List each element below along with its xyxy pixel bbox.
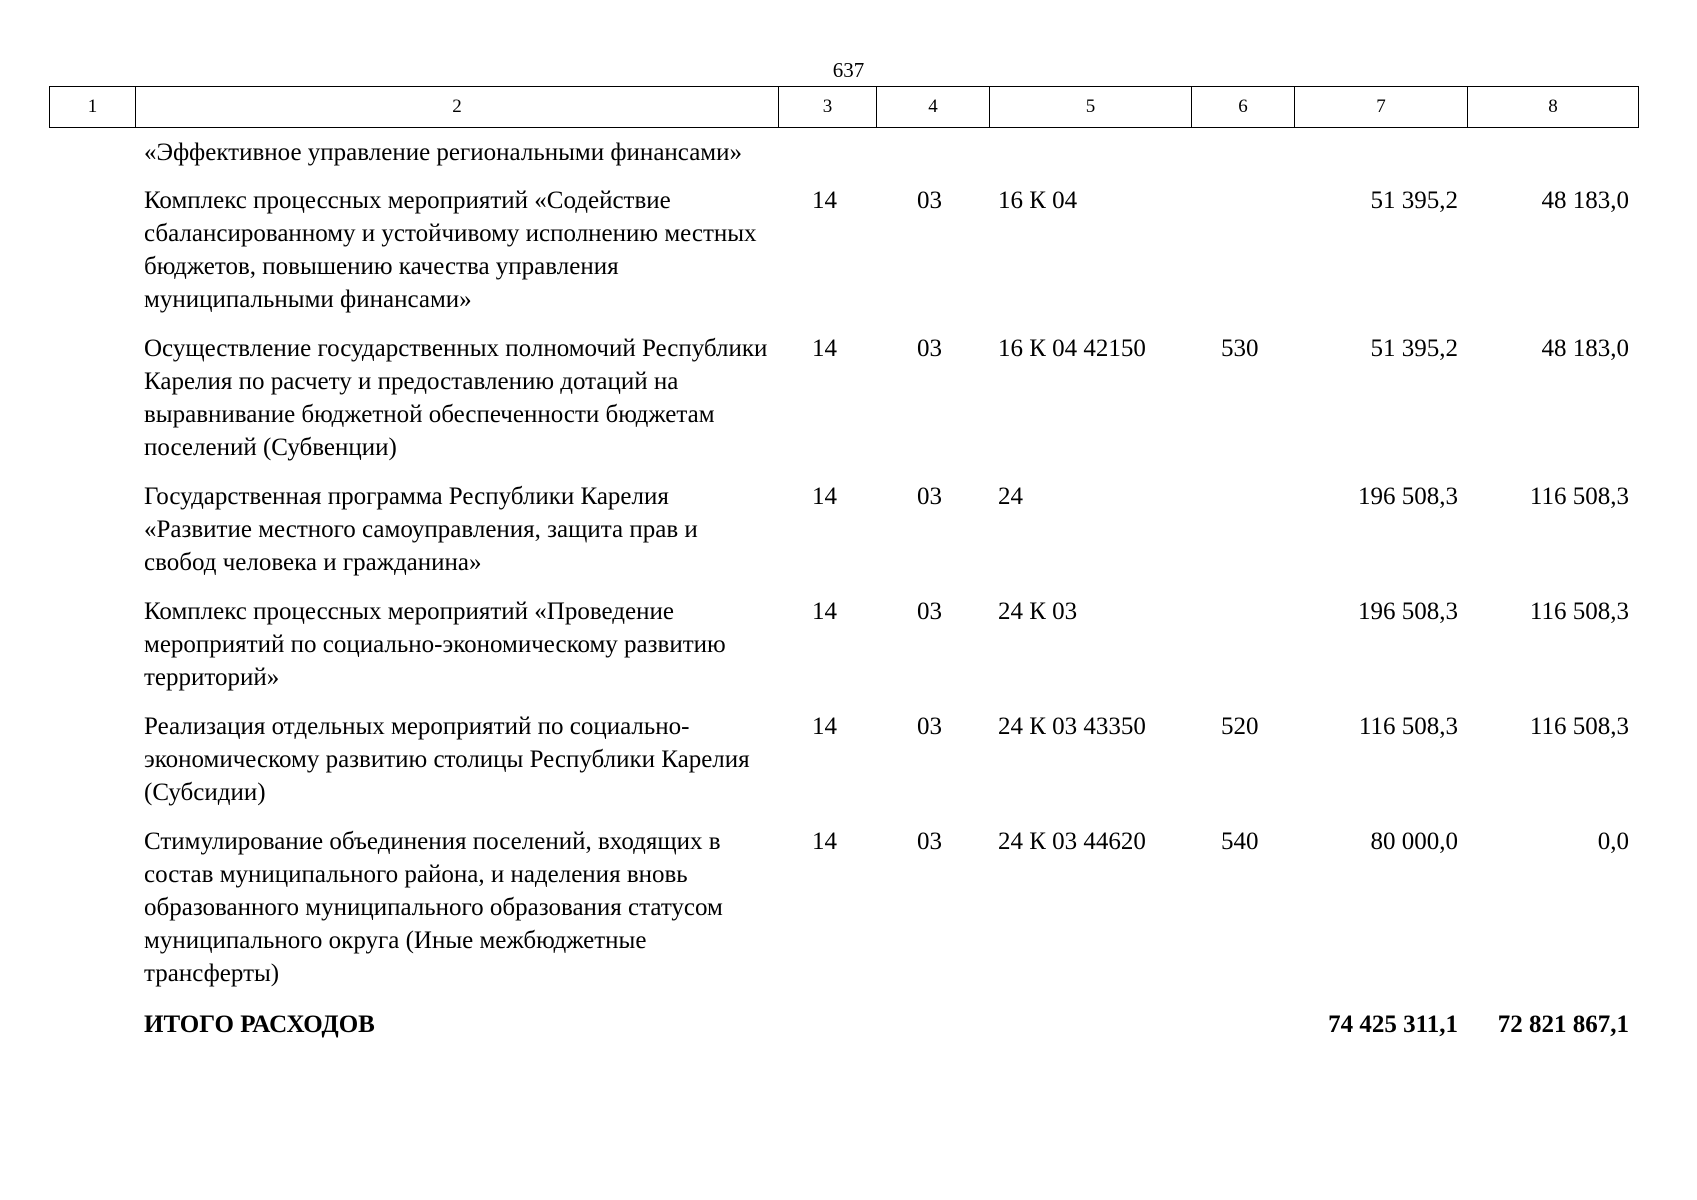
table-row [49, 595, 1638, 710]
row-amount-8: 116 508,3 [1529, 713, 1629, 740]
row-expense-type: 520 [1221, 713, 1259, 740]
column-number-header [49, 86, 1639, 128]
row-amount-8: 48 183,0 [1541, 187, 1629, 214]
total-amount-7: 74 425 311,1 [1328, 1011, 1458, 1038]
row-target-code: 16 К 04 42150 [998, 335, 1146, 362]
row-subsection: 03 [917, 483, 942, 510]
row-amount-7: 51 395,2 [1370, 335, 1458, 362]
table-row [49, 332, 1638, 480]
row-name: Государственная программа Республики Карелия «Развитие местного самоуправления, защита прав и свобод человека и гражданина» [144, 483, 698, 576]
row-amount-8: 0,0 [1597, 828, 1629, 855]
row-target-code: 24 К 03 43350 [998, 713, 1146, 740]
row-section: 14 [812, 598, 837, 625]
total-row [49, 1006, 1638, 1057]
header-col-6: 6 [1192, 87, 1295, 128]
row-name: Комплекс процессных мероприятий «Содействие сбалансированному и устойчивому исполнению местных бюджетов, повышению качества управления муниципальными финансами» [144, 187, 757, 313]
row-amount-7: 196 508,3 [1358, 483, 1458, 510]
row-section [778, 130, 876, 184]
row-target-code: 24 К 03 [998, 598, 1078, 625]
header-col-5: 5 [990, 87, 1192, 128]
row-name: Реализация отдельных мероприятий по социально-экономическому развитию столицы Республики Карелия (Субсидии) [144, 713, 750, 806]
row-section: 14 [812, 828, 837, 855]
row-amount-8: 116 508,3 [1529, 483, 1629, 510]
row-target-code: 16 К 04 [998, 187, 1078, 214]
row-target-code [989, 130, 1191, 184]
row-amount-7: 80 000,0 [1370, 828, 1458, 855]
table-row [49, 184, 1638, 332]
row-expense-type: 540 [1221, 828, 1259, 855]
page-number: 637 [832, 58, 865, 82]
row-amount-8 [1467, 130, 1638, 184]
row-subsection: 03 [917, 335, 942, 362]
row-amount-7: 51 395,2 [1370, 187, 1458, 214]
header-col-1: 1 [50, 87, 136, 128]
row-amount-7: 196 508,3 [1358, 598, 1458, 625]
table-row [49, 825, 1638, 1006]
header-col-2: 2 [136, 87, 779, 128]
table-row [49, 130, 1638, 184]
row-target-code: 24 К 03 44620 [998, 828, 1146, 855]
header-col-8: 8 [1468, 87, 1639, 128]
row-section: 14 [812, 483, 837, 510]
row-amount-7 [1294, 130, 1467, 184]
row-amount-7: 116 508,3 [1358, 713, 1458, 740]
row-expense-type: 530 [1221, 335, 1259, 362]
row-subsection: 03 [917, 187, 942, 214]
table-row [49, 480, 1638, 595]
total-amount-8: 72 821 867,1 [1497, 1011, 1629, 1038]
row-name: Осуществление государственных полномочий Республики Карелия по расчету и предоставлению дотаций на выравнивание бюджетной обеспеченности бюджетам поселений (Субвенции) [144, 335, 768, 461]
row-subsection [876, 130, 989, 184]
table-row [49, 710, 1638, 825]
row-target-code: 24 [998, 483, 1023, 510]
row-section: 14 [812, 713, 837, 740]
header-col-3: 3 [779, 87, 877, 128]
header-col-7: 7 [1295, 87, 1468, 128]
row-name: Стимулирование объединения поселений, входящих в состав муниципального района, и наделения вновь образованного муниципального образования статусом муниципального округа (Иные межбюджетные трансферты) [144, 828, 723, 987]
row-amount-8: 48 183,0 [1541, 335, 1629, 362]
row-subsection: 03 [917, 828, 942, 855]
row-section: 14 [812, 187, 837, 214]
total-label: ИТОГО РАСХОДОВ [144, 1011, 375, 1038]
row-expense-type [1191, 595, 1294, 710]
header-col-4: 4 [877, 87, 990, 128]
row-expense-type [1191, 184, 1294, 332]
row-subsection: 03 [917, 713, 942, 740]
row-name: «Эффективное управление региональными финансами» [144, 139, 742, 166]
row-section: 14 [812, 335, 837, 362]
row-amount-8: 116 508,3 [1529, 598, 1629, 625]
row-name: Комплекс процессных мероприятий «Проведение мероприятий по социально-экономическому развитию территорий» [144, 598, 726, 691]
row-expense-type [1191, 130, 1294, 184]
row-subsection: 03 [917, 598, 942, 625]
row-expense-type [1191, 480, 1294, 595]
expenditure-table [49, 130, 1638, 1057]
